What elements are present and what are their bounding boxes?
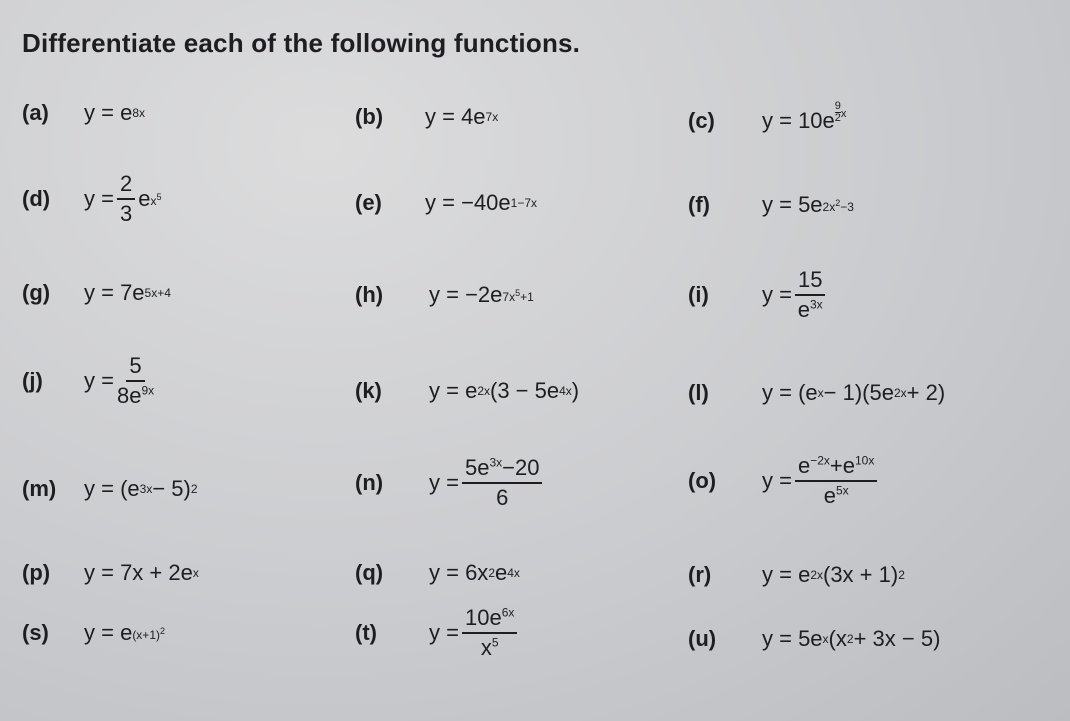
exercise-math: y = 4e 7x — [425, 104, 499, 129]
exercise-math: y = −40e 1−7x — [425, 190, 537, 215]
exercise-i — [688, 268, 828, 322]
page-title: Differentiate each of the following functions. — [22, 28, 581, 58]
exercise-c — [688, 99, 847, 134]
exercise-math: y = 10e 9 2 x — [762, 99, 847, 133]
exercise-math: y = 5e $2x^2-3$ — [762, 192, 854, 217]
exercise-d — [22, 172, 161, 226]
exercise-label: (e) — [355, 190, 382, 215]
exercise-math: y = $\frac{15}{e^{3x}}$ — [762, 268, 828, 322]
exercise-label: (r) — [688, 562, 712, 587]
exercise-u — [688, 626, 940, 652]
exercise-label: (l) — [688, 380, 709, 405]
exercise-label: (d) — [22, 186, 51, 212]
exercise-math: y = $\frac{2}{3}$ e $x^5$ — [84, 171, 162, 227]
exercise-o — [688, 454, 880, 508]
exercise-h — [355, 282, 534, 308]
exercise-math: y = (e x − 1)(5e 2x + 2) — [762, 380, 946, 405]
exercise-label: (c) — [688, 108, 715, 133]
exercise-label: (o) — [688, 468, 717, 494]
exercise-label: (t) — [355, 620, 377, 646]
exercise-math: y = $\frac{5e^{3x}-20}{6}$ — [429, 456, 545, 510]
exercise-j — [22, 354, 157, 408]
exercise-label: (g) — [22, 280, 51, 305]
exercise-l — [688, 380, 945, 406]
exercise-label: (a) — [22, 100, 49, 125]
exercise-math: y = $\frac{e^{-2x}+e^{10x}}{e^{5x}}$ — [762, 454, 880, 508]
exercise-math: y = (e 3x − 5) 2 — [84, 476, 198, 501]
exercise-g — [22, 280, 171, 306]
exercise-math: y = e 8x — [84, 100, 145, 125]
exercise-math: y = $\frac{10e^{6x}}{x^5}$ — [429, 606, 520, 660]
exercise-e — [355, 190, 537, 216]
exercise-label: (q) — [355, 560, 384, 585]
exercise-label: (n) — [355, 470, 384, 496]
exercise-s — [22, 620, 165, 646]
exercise-math: y = 5e x (x 2 + 3x − 5) — [762, 626, 941, 651]
exercise-p — [22, 560, 199, 586]
exercise-n — [355, 456, 545, 510]
exercise-math: y = 7e 5x+4 — [84, 280, 171, 305]
exercise-m — [22, 476, 198, 502]
exercise-math: y = e 2x (3x + 1) 2 — [762, 562, 905, 587]
exercise-a — [22, 100, 145, 126]
exercise-b — [355, 104, 498, 130]
exercise-math: y = e 2x (3 − 5e 4x ) — [429, 378, 580, 403]
exercise-label: (m) — [22, 476, 57, 501]
exercise-math: y = −2e $7x^5+1$ — [429, 282, 534, 307]
exercise-label: (i) — [688, 282, 709, 308]
exercise-math: y = $\frac{5}{8e^{9x}}$ — [84, 353, 155, 409]
exercise-r — [688, 562, 905, 588]
exercise-f — [688, 192, 854, 218]
exercise-label: (k) — [355, 378, 382, 403]
exercise-math: y = e $(x+1)^2$ — [84, 620, 166, 645]
exercise-label: (s) — [22, 620, 49, 645]
exercise-math: y = 7x + 2e x — [84, 560, 199, 585]
exercise-q — [355, 560, 520, 586]
exercise-label: (u) — [688, 626, 717, 651]
exercise-label: (b) — [355, 104, 384, 129]
exercise-label: (j) — [22, 368, 43, 394]
exercise-math: y = 6x 2 e 4x — [429, 560, 520, 585]
exercise-label: (f) — [688, 192, 710, 217]
exercise-label: (h) — [355, 282, 384, 307]
exercise-t — [355, 606, 520, 660]
exercise-label: (p) — [22, 560, 51, 585]
exercise-k — [355, 378, 579, 404]
